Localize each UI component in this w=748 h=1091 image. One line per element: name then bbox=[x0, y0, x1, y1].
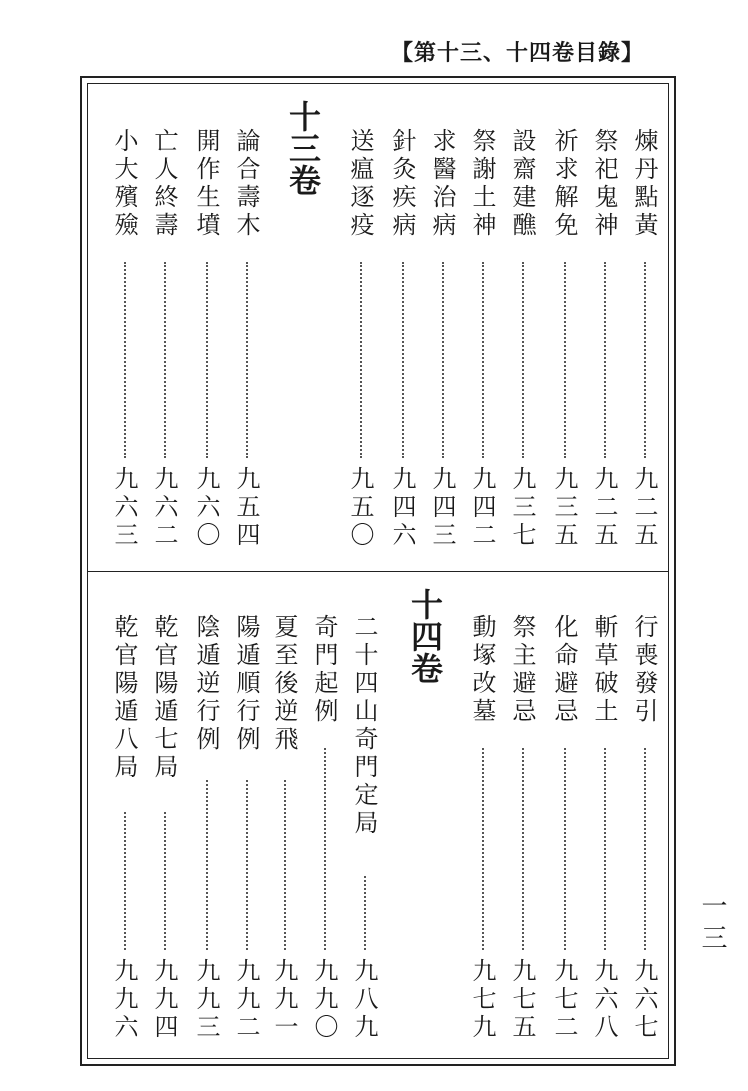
toc-entry-title: 設齋建醮 bbox=[508, 128, 536, 240]
toc-leader-dots bbox=[482, 748, 484, 950]
toc-leader-dots bbox=[564, 748, 566, 950]
toc-entry-title: 祭主避忌 bbox=[508, 614, 536, 726]
toc-entry-page: 九四六 bbox=[388, 466, 416, 550]
toc-entry-title: 送瘟逐疫 bbox=[346, 128, 374, 240]
toc-entry-title: 陽遁順行例 bbox=[232, 614, 260, 754]
toc-leader-dots bbox=[164, 812, 166, 950]
toc-entry-title: 奇門起例 bbox=[310, 614, 338, 726]
toc-leader-dots bbox=[284, 780, 286, 950]
volume-14-heading: 十四卷 bbox=[406, 588, 444, 684]
toc-entry-page: 九四三 bbox=[428, 466, 456, 550]
toc-leader-dots bbox=[124, 812, 126, 950]
toc-leader-dots bbox=[522, 262, 524, 458]
toc-leader-dots bbox=[402, 262, 404, 458]
toc-leader-dots bbox=[206, 262, 208, 458]
toc-entry-title: 乾官陽遁七局 bbox=[150, 614, 178, 782]
toc-entry-page: 九六〇 bbox=[192, 466, 220, 550]
toc-entry-title: 乾官陽遁八局 bbox=[110, 614, 138, 782]
toc-leader-dots bbox=[522, 748, 524, 950]
toc-leader-dots bbox=[246, 780, 248, 950]
toc-leader-dots bbox=[164, 262, 166, 458]
toc-entry-page: 九四二 bbox=[468, 466, 496, 550]
toc-entry-title: 亡人終壽 bbox=[150, 128, 178, 240]
toc-entry-page: 九八九 bbox=[350, 958, 378, 1042]
toc-entry-title: 開作生墳 bbox=[192, 128, 220, 240]
toc-entry-title: 煉丹點黃 bbox=[630, 128, 658, 240]
toc-entry-title: 陰遁逆行例 bbox=[192, 614, 220, 754]
toc-entry-title: 二十四山奇門定局 bbox=[350, 614, 378, 838]
toc-leader-dots bbox=[604, 748, 606, 950]
toc-entry-title: 針灸疾病 bbox=[388, 128, 416, 240]
toc-entry-page: 九九三 bbox=[192, 958, 220, 1042]
toc-entry-page: 九九〇 bbox=[310, 958, 338, 1042]
toc-entry-title: 夏至後逆飛 bbox=[270, 614, 298, 754]
toc-entry-title: 動塚改墓 bbox=[468, 614, 496, 726]
toc-leader-dots bbox=[564, 262, 566, 458]
toc-entry-page: 九二五 bbox=[630, 466, 658, 550]
toc-leader-dots bbox=[360, 262, 362, 458]
toc-entry-title: 行喪發引 bbox=[630, 614, 658, 726]
volume-13-heading: 十三卷 bbox=[284, 100, 322, 196]
toc-entry-page: 九七九 bbox=[468, 958, 496, 1042]
toc-entry-page: 九九二 bbox=[232, 958, 260, 1042]
toc-entry-page: 九三五 bbox=[550, 466, 578, 550]
toc-entry-page: 九七二 bbox=[550, 958, 578, 1042]
toc-leader-dots bbox=[124, 262, 126, 458]
toc-entry-page: 九七五 bbox=[508, 958, 536, 1042]
toc-entry-page: 九九六 bbox=[110, 958, 138, 1042]
toc-leader-dots bbox=[482, 262, 484, 458]
toc-leader-dots bbox=[442, 262, 444, 458]
toc-entry-page: 九六八 bbox=[590, 958, 618, 1042]
toc-leader-dots bbox=[604, 262, 606, 458]
toc-leader-dots bbox=[364, 876, 366, 950]
toc-leader-dots bbox=[246, 262, 248, 458]
toc-entry-title: 斬草破土 bbox=[590, 614, 618, 726]
page-number: 一三 bbox=[697, 892, 727, 956]
toc-leader-dots bbox=[644, 748, 646, 950]
toc-entry-title: 祭謝土神 bbox=[468, 128, 496, 240]
toc-entry-page: 九九四 bbox=[150, 958, 178, 1042]
toc-entry-title: 論合壽木 bbox=[232, 128, 260, 240]
toc-entry-title: 小大殯殮 bbox=[110, 128, 138, 240]
toc-leader-dots bbox=[324, 748, 326, 950]
toc-entry-title: 祈求解免 bbox=[550, 128, 578, 240]
toc-entry-page: 九六三 bbox=[110, 466, 138, 550]
toc-leader-dots bbox=[206, 780, 208, 950]
toc-leader-dots bbox=[644, 262, 646, 458]
toc-entry-page: 九二五 bbox=[590, 466, 618, 550]
toc-entry-page: 九五四 bbox=[232, 466, 260, 550]
toc-entry-page: 九九一 bbox=[270, 958, 298, 1042]
toc-entry-page: 九三七 bbox=[508, 466, 536, 550]
section-divider bbox=[87, 571, 669, 572]
toc-entry-page: 九五〇 bbox=[346, 466, 374, 550]
page-header-title: 【第十三、十四卷目錄】 bbox=[390, 41, 644, 66]
toc-entry-page: 九六二 bbox=[150, 466, 178, 550]
toc-entry-title: 化命避忌 bbox=[550, 614, 578, 726]
toc-entry-title: 祭祀鬼神 bbox=[590, 128, 618, 240]
toc-entry-title: 求醫治病 bbox=[428, 128, 456, 240]
toc-entry-page: 九六七 bbox=[630, 958, 658, 1042]
